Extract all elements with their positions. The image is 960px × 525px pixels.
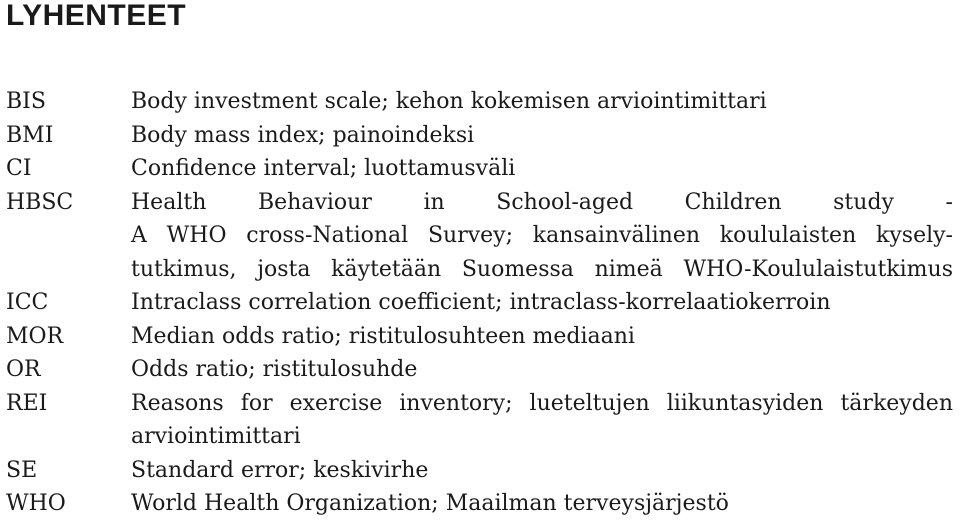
abbreviation-definition xyxy=(131,387,953,454)
abbreviation-term: OR xyxy=(6,357,41,382)
abbreviation-term: SE xyxy=(6,457,38,483)
abbreviation-term: BMI xyxy=(6,122,54,148)
abbreviation-term: ICC xyxy=(6,290,49,315)
abbreviation-entry xyxy=(0,119,960,153)
definition-line: Body mass index; painoindeksi xyxy=(131,122,475,148)
abbreviation-entry xyxy=(0,186,960,287)
definition-line: tutkimus, josta käytetään Suomessa nimeä WHO-Koululaistutkimus xyxy=(131,256,953,282)
abbreviation-entry xyxy=(0,320,960,354)
abbreviation-definition xyxy=(131,320,953,354)
abbreviation-entry xyxy=(0,387,960,454)
definition-line: Odds ratio; ristitulosuhde xyxy=(131,357,418,382)
abbreviation-term: CI xyxy=(6,156,32,181)
abbreviation-entry xyxy=(0,286,960,320)
abbreviation-entry xyxy=(0,487,960,521)
page-title: LYHENTEET xyxy=(6,0,187,32)
abbreviation-entry xyxy=(0,353,960,387)
abbreviation-term: MOR xyxy=(6,323,64,349)
definition-line: Intraclass correlation coefficient; intraclass-korrelaatiokerroin xyxy=(131,290,831,315)
abbreviation-definition xyxy=(131,286,953,320)
abbreviation-term: WHO xyxy=(6,491,66,516)
definition-line: Median odds ratio; ristitulosuhteen mediaani xyxy=(131,323,635,349)
abbreviation-definition xyxy=(131,85,953,119)
abbreviation-term: HBSC xyxy=(6,189,74,215)
abbreviation-definition xyxy=(131,119,953,153)
definition-line: arviointimittari xyxy=(131,424,301,449)
abbreviation-definition xyxy=(131,353,953,387)
abbreviation-entry xyxy=(0,152,960,186)
definition-line: A WHO cross-National Survey; kansainvälinen koululaisten kysely- xyxy=(131,223,953,248)
abbreviation-definition xyxy=(131,487,953,521)
definition-line: World Health Organization; Maailman terveysjärjestö xyxy=(131,491,729,516)
abbreviation-definition xyxy=(131,186,953,287)
definition-line: Reasons for exercise inventory; lueteltujen liikuntasyiden tärkeyden xyxy=(131,390,953,416)
abbreviation-definition xyxy=(131,152,953,186)
abbreviation-entry xyxy=(0,454,960,488)
abbreviation-term: REI xyxy=(6,390,48,416)
abbreviation-term: BIS xyxy=(6,89,46,114)
abbreviation-entry xyxy=(0,85,960,119)
abbreviation-list xyxy=(0,85,960,521)
definition-line: Confidence interval; luottamusväli xyxy=(131,156,516,181)
definition-line: Body investment scale; kehon kokemisen arviointimittari xyxy=(131,89,767,114)
definition-line: Health Behaviour in School-aged Children study - xyxy=(131,189,953,215)
abbreviation-definition xyxy=(131,454,953,488)
definition-line: Standard error; keskivirhe xyxy=(131,457,429,483)
